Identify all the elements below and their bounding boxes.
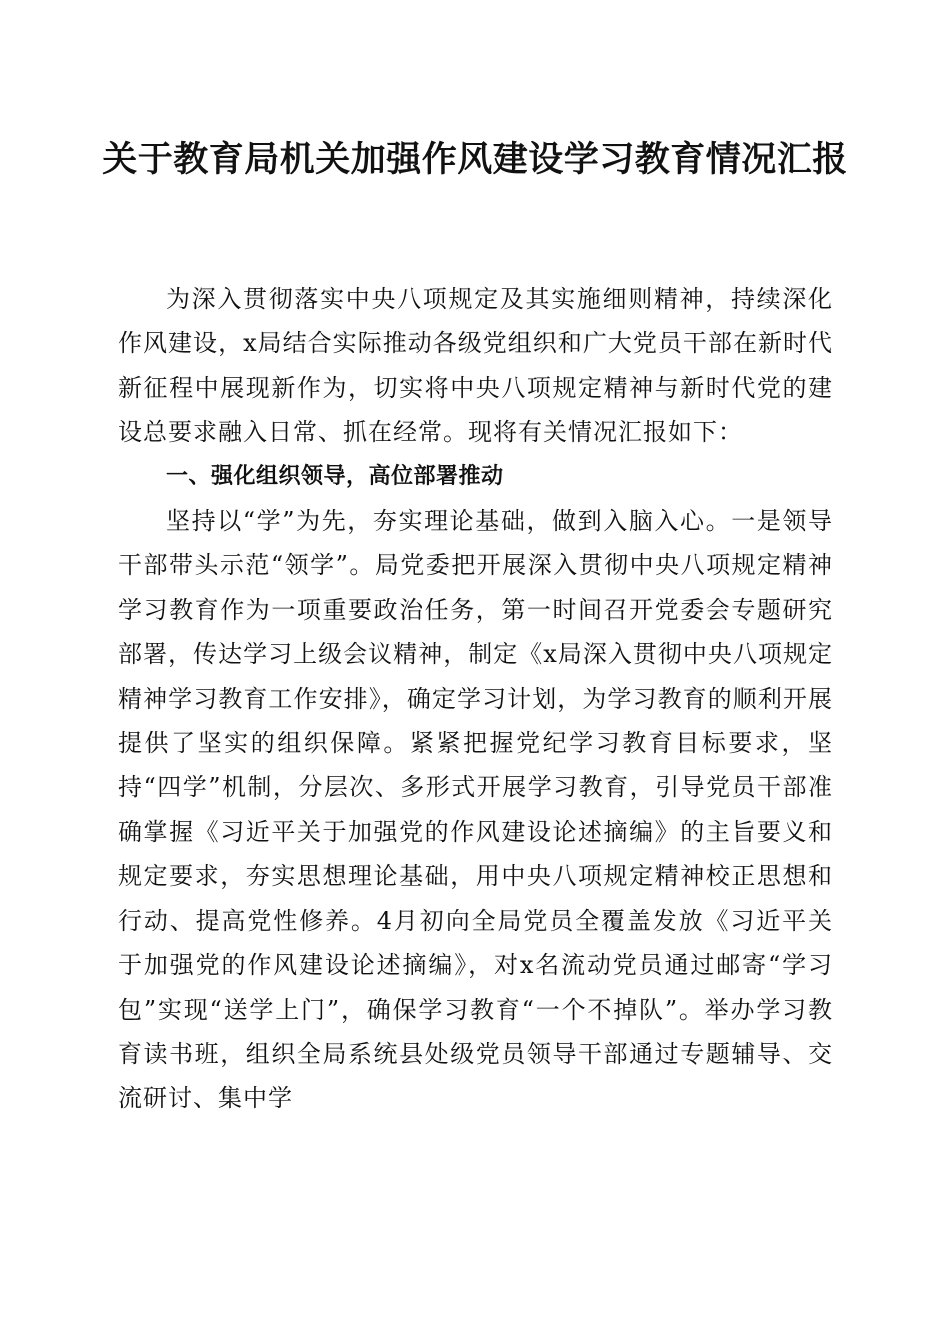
document-body [118,277,833,1121]
section-paragraph: 坚持以“学”为先，夯实理论基础，做到入脑入心。一是领导干部带头示范“领学”。局党委把开展深入贯彻中央八项规定精神学习教育作为一项重要政治任务，第一时间召开党委会专题研究部署，传达学习上级会议精神，制定《x局深入贯彻中央八项规定精神学习教育工作安排》，确定学习计划，为学习教育的顺利开展提供了坚实的组织保障。紧紧把握党纪学习教育目标要求，坚持“四学”机制，分层次、多形式开展学习教育，引导党员干部准确掌握《习近平关于加强党的作风建设论述摘编》的主旨要义和规定要求，夯实思想理论基础，用中央八项规定精神校正思想和行动、提高党性修养。4月初向全局党员全覆盖发放《习近平关于加强党的作风建设论述摘编》，对x名流动党员通过邮寄“学习包”实现“送学上门”，确保学习教育“一个不掉队”。举办学习教育读书班，组织全局系统县处级党员领导干部通过专题辅导、交流研讨、集中学 [118,507,833,1113]
intro-paragraph: 为深入贯彻落实中央八项规定及其实施细则精神，持续深化作风建设，x局结合实际推动各级党组织和广大党员干部在新时代新征程中展现新作为，切实将中央八项规定精神与新时代党的建设总要求融入日常、抓在经常。现将有关情况汇报如下： [118,285,833,447]
document-title: 关于教育局机关加强作风建设学习教育情况汇报 [102,139,848,180]
section-heading: 一、强化组织领导，高位部署推动 [166,463,504,489]
